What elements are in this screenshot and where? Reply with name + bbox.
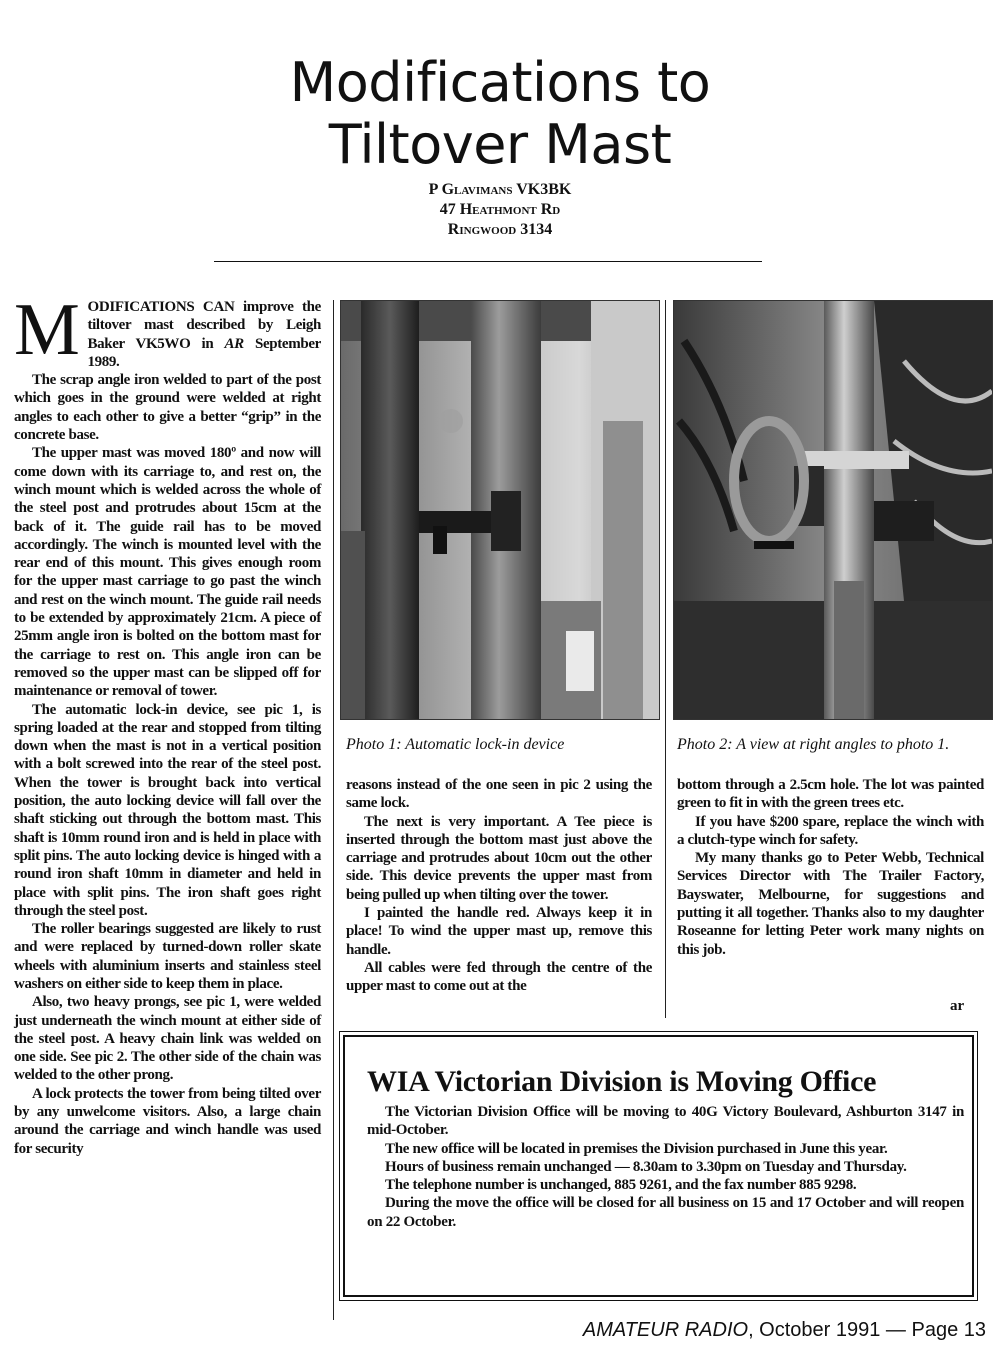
footer-magazine-name: AMATEUR RADIO	[582, 1319, 749, 1341]
photo-2-caption: Photo 2: A view at right angles to photo 1.	[677, 736, 950, 753]
title-divider	[214, 261, 762, 262]
paragraph: A lock protects the tower from being tilted over by any unwelcome visitors. Also, a large chain around the carriage and winch handle was used for security	[14, 1085, 321, 1157]
column-divider-1	[333, 300, 334, 1320]
lead-text: improve the tiltover mast described by Leigh Baker VK5WO in	[87, 299, 321, 352]
lead-magazine-abbrev: AR	[224, 335, 244, 352]
paragraph: The upper mast was moved 180º and now will come down with its carriage to, and rest on, the winch mount which is welded across the whole of the steel post and protrudes about 15cm at the back of it. The guide rail has to be moved accordingly. The winch is mounted level with the rear end of this mount. This gives enough room for the upper mast carriage to go past the winch and rest on the winch mount. The guide rail needs to be extended by approximately 21cm. A piece of 25mm angle iron is bolted on the bottom mast for the carriage to rest on. This angle iron can be removed so the upper mast can be slipped off for maintenance or removal of tower.	[14, 445, 321, 700]
paragraph: Also, two heavy prongs, see pic 1, were welded just underneath the winch mount at either side of the steel post. A heavy chain link was welded on one side. See pic 2. The other side of the chain was welded to the other prong.	[14, 994, 321, 1084]
drop-cap: M	[14, 289, 80, 371]
article-column-3	[677, 776, 984, 959]
notice-paragraph: The new office will be located in premises the Division purchased in June this year.	[385, 1140, 888, 1157]
photo-1-caption: Photo 1: Automatic lock-in device	[346, 736, 565, 753]
notice-box	[343, 1035, 974, 1297]
article-title-line-2: Tiltover Mast	[328, 113, 672, 176]
byline-author: P Glavimans VK3BK	[428, 181, 572, 198]
paragraph: I painted the handle red. Always keep it in place! To wind the upper mast up, remove this handle.	[346, 905, 652, 958]
paragraph: The automatic lock-in device, see pic 1, is spring loaded at the rear and stopped from tilting down when the mast is not in a vertical position with a bolt screwed into the rear of the steel post. When the tower is brought back into vertical position, the auto locking device will fall over the shaft sticking out through the bottom mast. This shaft is 10mm round iron and is held in place with split pins. The auto locking device is hinged with a round iron shaft 10mm in diameter and held in place with split pins. The iron shaft goes right through the steel post.	[14, 701, 321, 919]
paragraph: If you have $200 spare, replace the winch with a clutch-type winch for safety.	[677, 813, 984, 848]
notice-body	[367, 1103, 964, 1231]
photo-automatic-lock-in-device	[340, 300, 660, 720]
article-end-mark: ar	[950, 998, 965, 1014]
paragraph: The next is very important. A Tee piece is inserted through the bottom mast just above the carriage and protrudes about 10cm out the other side. This device prevents the upper mast from being pulled up when tilting over the tower.	[346, 813, 652, 903]
notice-paragraph: The telephone number is unchanged, 885 9261, and the fax number 885 9298.	[385, 1177, 857, 1194]
lead-text-end: September 1989.	[87, 335, 321, 370]
paragraph: The scrap angle iron welded to part of the post which goes in the ground were welded at right angles to each other to give a better “grip” in the concrete base.	[14, 372, 321, 444]
paragraph: All cables were fed through the centre of the upper mast to come out at the	[346, 959, 652, 995]
article-lead-paragraph	[14, 289, 321, 371]
paragraph: My many thanks go to Peter Webb, Technical Services Director with The Trailer Factory, Bayswater, Melbourne, for suggestions and putting it all together. Thanks also to my daughter Roseanne for letting Peter work many nights on this job.	[677, 850, 984, 958]
notice-paragraph: During the move the office will be closed for all business on 15 and 17 October and will reopen on 22 October.	[367, 1195, 964, 1230]
article-column-2	[346, 776, 652, 996]
byline-street: 47 Heathmont Rd	[439, 201, 561, 218]
byline-city: Ringwood 3134	[447, 221, 553, 238]
lead-small-caps: ODIFICATIONS CAN	[87, 299, 235, 315]
paragraph: The roller bearings suggested are likely to rust and were replaced by turned-down roller skate wheels with aluminium inserts and stainless steel washers on either side to keep them in place.	[14, 921, 321, 992]
article-title	[200, 52, 800, 176]
footer-issue-page: , October 1991 — Page 13	[748, 1319, 986, 1341]
page-footer	[583, 1318, 986, 1342]
notice-paragraph: The Victorian Division Office will be moving to 40G Victory Boulevard, Ashburton 3147 in mid-October.	[367, 1104, 964, 1139]
paragraph-continued: bottom through a 2.5cm hole. The lot was painted green to fit in with the green trees etc.	[677, 777, 984, 812]
article-column-1	[14, 289, 321, 1158]
notice-title: WIA Victorian Division is Moving Office	[367, 1065, 877, 1098]
photo-view-at-right-angles	[673, 300, 993, 720]
article-title-line-1: Modifications to	[289, 51, 711, 114]
paragraph-continued: reasons instead of the one seen in pic 2 using the same lock.	[346, 777, 652, 812]
column-divider-2	[665, 300, 666, 1018]
notice-paragraph: Hours of business remain unchanged — 8.30am to 3.30pm on Tuesday and Thursday.	[385, 1158, 907, 1175]
byline	[300, 180, 700, 240]
